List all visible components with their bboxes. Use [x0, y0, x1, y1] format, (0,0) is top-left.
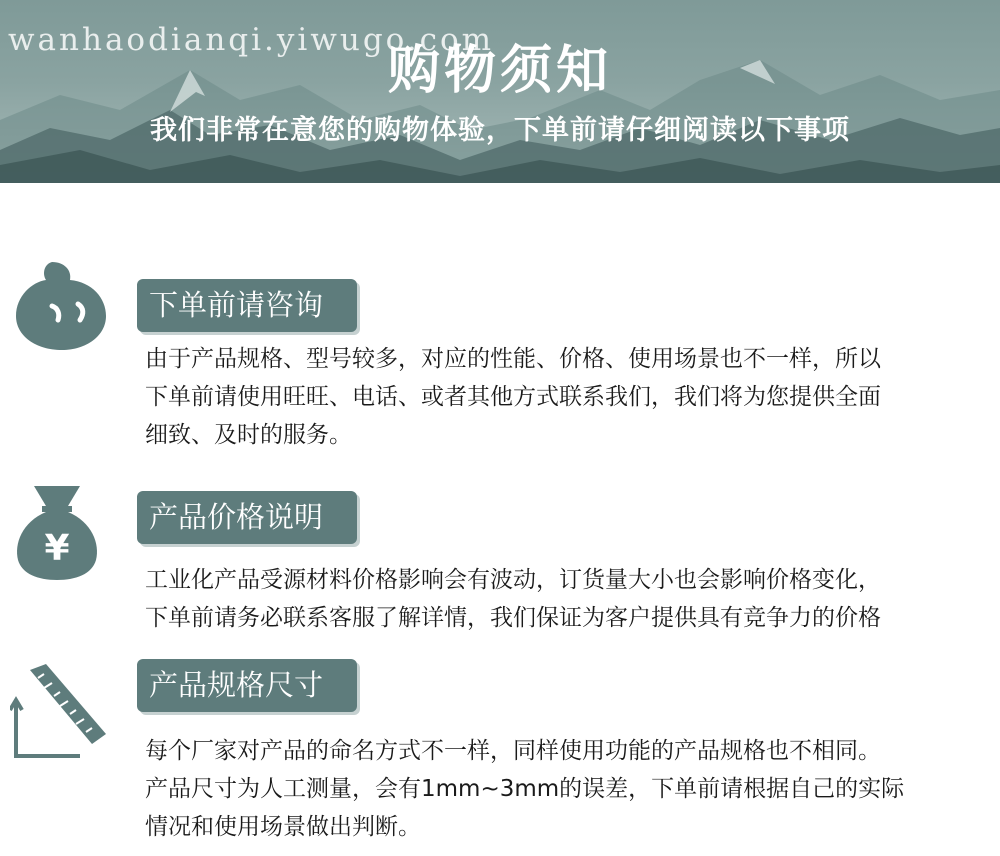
money-bag-icon [12, 482, 102, 586]
chat-bubble-icon [12, 260, 108, 356]
body-line: 由于产品规格、型号较多，对应的性能、价格、使用场景也不一样，所以 [145, 346, 881, 372]
page-title: 购物须知 [387, 41, 612, 101]
yen-glyph: ¥ [44, 528, 70, 569]
section-body-consult [145, 340, 965, 454]
body-line: 细致、及时的服务。 [145, 422, 352, 448]
watermark-text: wanhaodianqi.yiwugo.com [8, 22, 495, 58]
body-line: 产品尺寸为人工测量，会有1mm~3mm的误差，下单前请根据自己的实际 [145, 776, 905, 802]
section-heading-consult: 下单前请咨询 [137, 279, 357, 332]
section-heading-size: 产品规格尺寸 [137, 659, 357, 712]
body-line: 下单前请使用旺旺、电话、或者其他方式联系我们，我们将为您提供全面 [145, 384, 881, 410]
page-subtitle: 我们非常在意您的购物体验，下单前请仔细阅读以下事项 [150, 115, 850, 146]
header-banner [0, 0, 1000, 183]
section-heading-price: 产品价格说明 [137, 491, 357, 544]
section-body-price [145, 561, 965, 637]
body-line: 情况和使用场景做出判断。 [145, 814, 421, 840]
body-line: 每个厂家对产品的命名方式不一样，同样使用功能的产品规格也不相同。 [145, 738, 881, 764]
section-body-size [145, 732, 965, 846]
body-line: 下单前请务必联系客服了解详情，我们保证为客户提供具有竞争力的价格 [145, 605, 881, 631]
ruler-icon [10, 662, 110, 766]
body-line: 工业化产品受源材料价格影响会有波动，订货量大小也会影响价格变化， [145, 567, 881, 593]
